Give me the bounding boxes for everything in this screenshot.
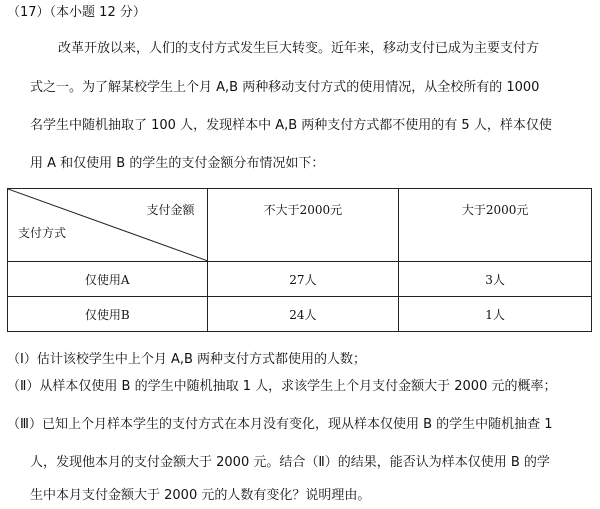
corner-label-method: 支付方式 bbox=[18, 226, 67, 240]
table-row bbox=[8, 262, 592, 297]
question-3-line-1: （Ⅲ）已知上个月样本学生的支付方式在本月没有变化，现从样本仅使用 B 的学生中随机抽查 1 bbox=[7, 417, 553, 432]
question-3-line-2: 人，发现他本月的支付金额大于 2000 元。结合（Ⅱ）的结果，能否认为样本仅使用 B 的学 bbox=[30, 455, 550, 470]
cell-a-gt-2000: 3人 bbox=[399, 262, 592, 297]
problem-header: （17）（本小题 12 分） bbox=[7, 5, 146, 20]
corner-label-amount: 支付金额 bbox=[146, 203, 195, 217]
row-label-only-b: 仅使用B bbox=[8, 297, 208, 332]
paragraph-line-4: 用 A 和仅使用 B 的学生的支付金额分布情况如下： bbox=[30, 156, 325, 171]
paragraph-line-1: 改革开放以来，人们的支付方式发生巨大转变。近年来，移动支付已成为主要支付方 bbox=[58, 41, 540, 56]
question-3-line-3: 生中本月支付金额大于 2000 元的人数有变化？说明理由。 bbox=[30, 488, 371, 503]
table-row bbox=[8, 297, 592, 332]
paragraph-line-2: 式之一。为了解某校学生上个月 A,B 两种移动支付方式的使用情况，从全校所有的 1000 bbox=[30, 80, 540, 95]
row-label-only-a: 仅使用A bbox=[8, 262, 208, 297]
cell-b-le-2000: 24人 bbox=[207, 297, 399, 332]
column-header-gt-2000: 大于2000元 bbox=[399, 189, 592, 262]
payment-table bbox=[7, 188, 592, 332]
cell-b-gt-2000: 1人 bbox=[399, 297, 592, 332]
table-header-row bbox=[8, 189, 592, 262]
cell-a-le-2000: 27人 bbox=[207, 262, 399, 297]
column-header-le-2000: 不大于2000元 bbox=[207, 189, 399, 262]
paragraph-line-3: 名学生中随机抽取了 100 人，发现样本中 A,B 两种支付方式都不使用的有 5 人，样本仅使 bbox=[30, 118, 552, 133]
question-2: （Ⅱ）从样本仅使用 B 的学生中随机抽取 1 人，求该学生上个月支付金额大于 2000 元的概率； bbox=[7, 379, 557, 394]
diagonal-corner-cell bbox=[8, 189, 208, 262]
question-1: （Ⅰ）估计该校学生中上个月 A,B 两种支付方式都使用的人数； bbox=[7, 352, 367, 367]
